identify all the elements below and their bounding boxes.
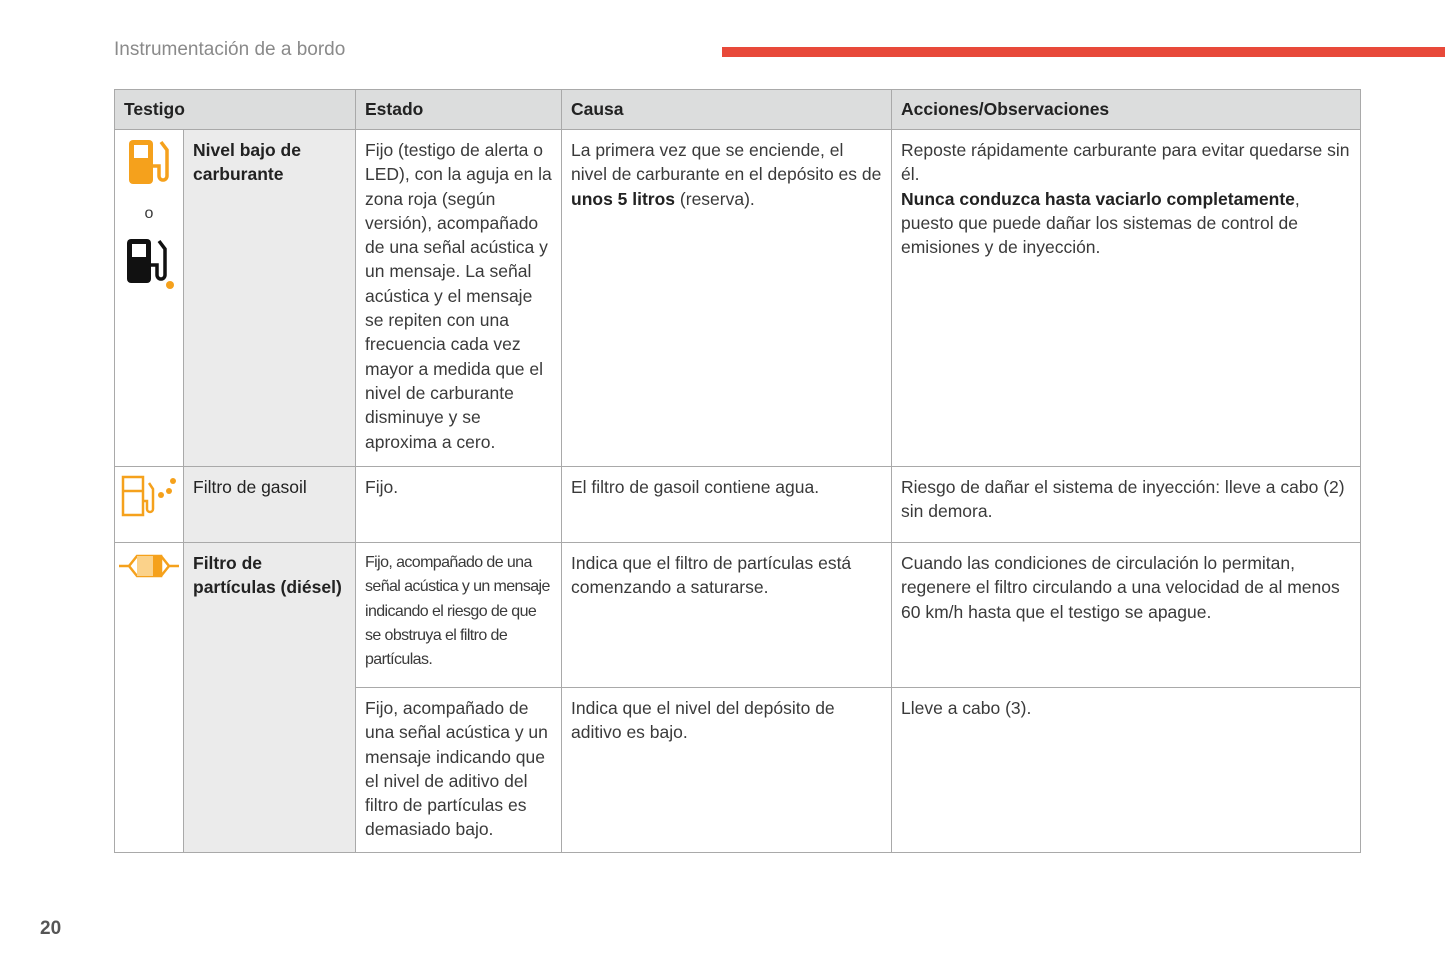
warning-name: Filtro de partículas (diésel) <box>184 543 356 853</box>
estado-cell: Fijo. <box>356 467 562 543</box>
estado-cell: Fijo, acompañado de una señal acústica y un mensaje indicando el riesgo de que se obstruya el filtro de partículas. <box>356 543 562 688</box>
acciones-text: Reposte rápidamente carburante para evitar quedarse sin él. <box>901 140 1350 185</box>
icon-cell <box>115 130 184 467</box>
causa-text: La primera vez que se enciende, el nivel de carburante en el depósito es de <box>571 140 882 185</box>
col-estado: Estado <box>356 90 562 130</box>
diesel-filter-water-icon <box>119 473 179 519</box>
acciones-cell <box>892 130 1361 467</box>
estado-cell: Fijo, acompañado de una señal acústica y un mensaje indicando que el nivel de aditivo del filtro de partículas es demasiado bajo. <box>356 688 562 853</box>
causa-cell <box>562 130 892 467</box>
acciones-text: , puesto que puede dañar los sistemas de control de emisiones y de inyección. <box>901 188 1300 258</box>
table-row <box>115 130 1361 467</box>
table-row <box>115 543 1361 688</box>
causa-cell: Indica que el filtro de partículas está comenzando a saturarse. <box>562 543 892 688</box>
acciones-cell: Riesgo de dañar el sistema de inyección: lleve a cabo (2) sin demora. <box>892 467 1361 543</box>
table-row <box>115 467 1361 543</box>
col-acciones: Acciones/Observaciones <box>892 90 1361 130</box>
causa-bold: unos 5 litros <box>571 188 676 209</box>
section-title: Instrumentación de a bordo <box>114 39 346 60</box>
particle-filter-icon <box>117 549 181 583</box>
icon-cell <box>115 543 184 853</box>
page-number: 20 <box>40 918 62 939</box>
acciones-cell: Lleve a cabo (3). <box>892 688 1361 853</box>
causa-cell: Indica que el nivel del depósito de aditivo es bajo. <box>562 688 892 853</box>
warning-name: Nivel bajo de carburante <box>184 130 356 467</box>
acciones-bold: Nunca conduzca hasta vaciarlo completamente <box>901 188 1295 209</box>
causa-cell: El filtro de gasoil contiene agua. <box>562 467 892 543</box>
table-header <box>115 90 1361 130</box>
acciones-cell: Cuando las condiciones de circulación lo permitan, regenere el filtro circulando a una velocidad de al menos 60 km/h hasta que el testigo se apague. <box>892 543 1361 688</box>
fuel-pump-orange-icon <box>125 136 173 188</box>
warning-lights-table <box>114 89 1361 853</box>
icon-cell <box>115 467 184 543</box>
estado-cell: Fijo (testigo de alerta o LED), con la aguja en la zona roja (según versión), acompañado de una señal acústica y un mensaje. La señal acústica y el mensaje se repiten con una frecuencia cada vez mayor a medida que el nivel de carburante disminuye y se aproxima a cero. <box>356 130 562 467</box>
or-separator: o <box>144 205 154 223</box>
fuel-pump-black-dot-icon <box>123 235 175 291</box>
warning-name: Filtro de gasoil <box>184 467 356 543</box>
causa-text: (reserva). <box>675 188 755 209</box>
col-testigo: Testigo <box>115 90 356 130</box>
col-causa: Causa <box>562 90 892 130</box>
accent-bar <box>722 47 1445 57</box>
